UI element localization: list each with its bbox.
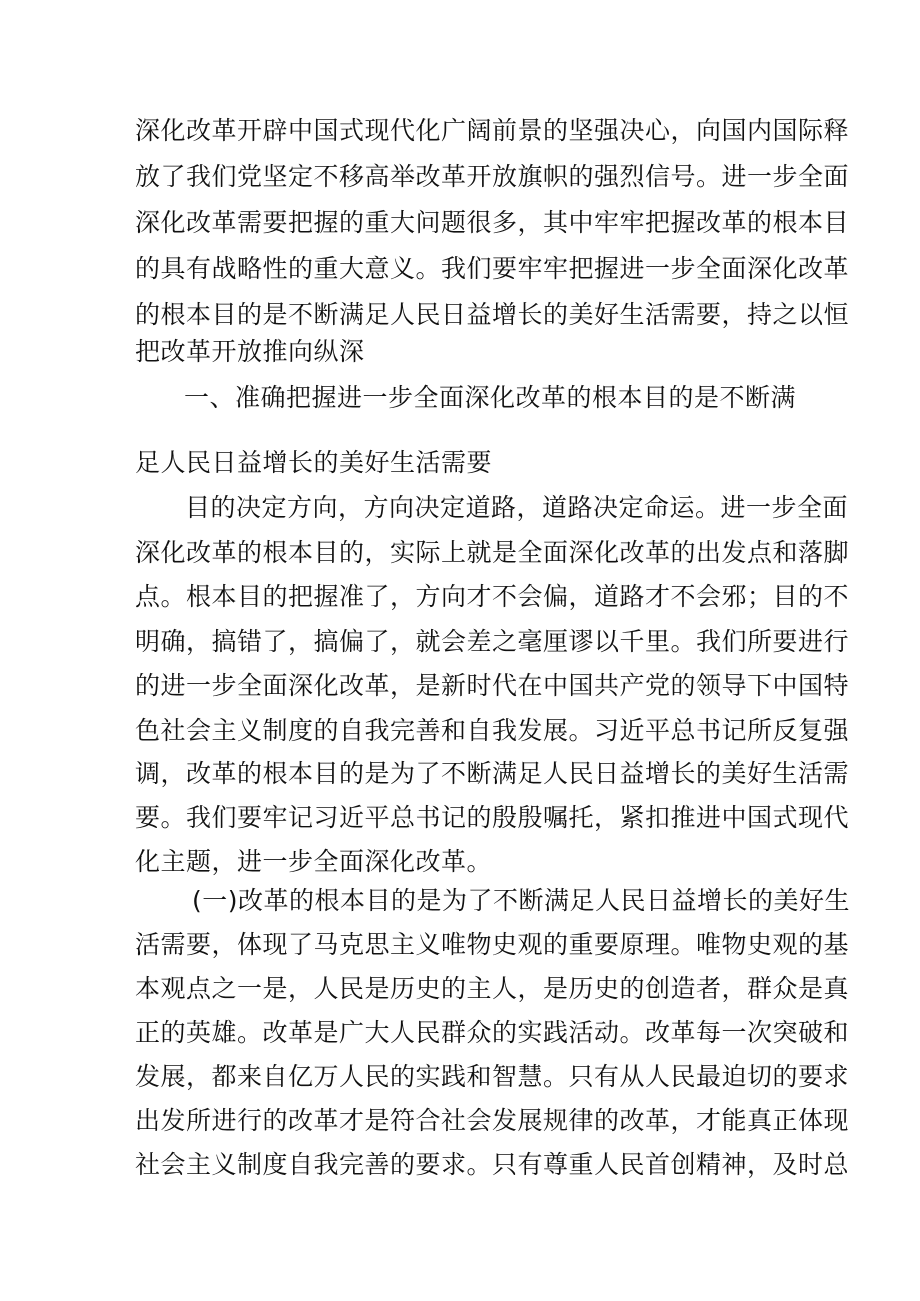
body-text-line: 放了我们党坚定不移高举改革开放旗帜的强烈信号。进一步全面	[135, 162, 850, 191]
body-text-line: 深化改革开辟中国式现代化广阔前景的坚强决心，向国内国际释	[135, 116, 850, 145]
body-text-line: 深化改革的根本目的，实际上就是全面深化改革的出发点和落脚	[135, 538, 850, 567]
body-text-line: 活需要，体现了马克思主义唯物史观的重要原理。唯物史观的基	[135, 930, 850, 959]
body-text-line: 调，改革的根本目的是为了不断满足人民日益增长的美好生活需	[135, 759, 850, 788]
body-text-line: 色社会主义制度的自我完善和自我发展。习近平总书记所反复强	[135, 716, 850, 745]
body-text-line: 化主题，进一步全面深化改革。	[135, 847, 493, 876]
body-text-line: 发展，都来自亿万人民的实践和智慧。只有从人民最迫切的要求	[135, 1062, 850, 1091]
body-text-line: 要。我们要牢记习近平总书记的殷殷嘱托，紧扣推进中国式现代	[135, 803, 850, 832]
body-text-line: 社会主义制度自我完善的要求。只有尊重人民首创精神，及时总	[135, 1150, 850, 1179]
body-text-line: 深化改革需要把握的重大问题很多，其中牢牢把握改革的根本目	[135, 208, 850, 237]
body-text-line: 本观点之一是，人民是历史的主人，是历史的创造者，群众是真	[135, 974, 850, 1003]
body-text-line: 的根本目的是不断满足人民日益增长的美好生活需要，持之以恒	[135, 300, 850, 329]
body-text-line: 的进一步全面深化改革，是新时代在中国共产党的领导下中国特	[135, 671, 850, 700]
body-text-line: 把改革开放推向纵深	[135, 337, 365, 366]
body-text-line: 正的英雄。改革是广大人民群众的实践活动。改革每一次突破和	[135, 1018, 850, 1047]
subsection-heading-line: (一)改革的根本目的是为了不断满足人民日益增长的美好生	[192, 886, 851, 915]
body-text-line: 明确，搞错了，搞偏了，就会差之毫厘谬以千里。我们所要进行	[135, 627, 850, 656]
body-text-line: 目的决定方向，方向决定道路，道路决定命运。进一步全面	[185, 493, 849, 522]
section-heading-line: 一、准确把握进一步全面深化改革的根本目的是不断满	[184, 383, 797, 412]
body-text-line: 点。根本目的把握准了，方向才不会偏，道路才不会邪；目的不	[135, 582, 850, 611]
body-text-line: 的具有战略性的重大意义。我们要牢牢把握进一步全面深化改革	[135, 254, 850, 283]
section-heading-line: 足人民日益增长的美好生活需要	[135, 448, 493, 477]
body-text-line: 出发所进行的改革才是符合社会发展规律的改革，才能真正体现	[135, 1106, 850, 1135]
